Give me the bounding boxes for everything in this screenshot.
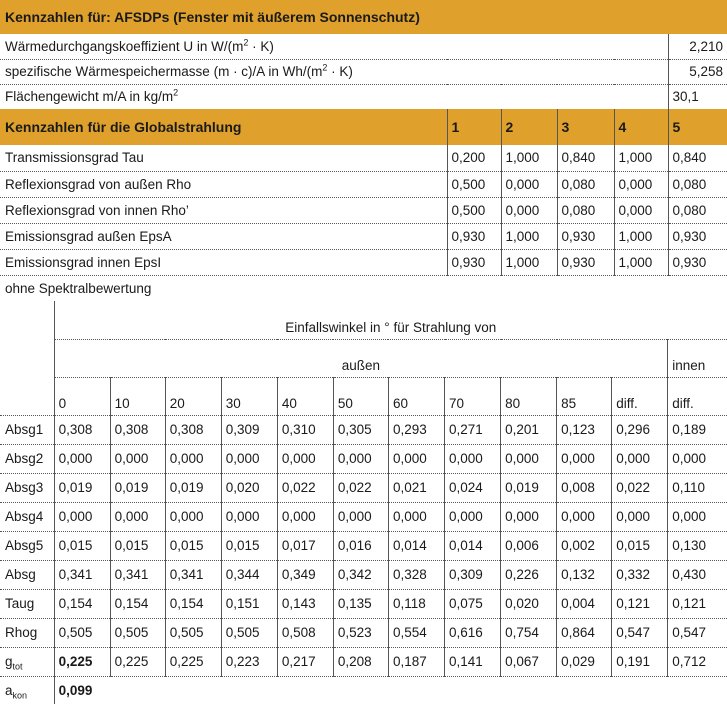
cell: 0,309 <box>221 415 277 444</box>
row-label: Taug <box>0 589 54 618</box>
cell: 0,505 <box>165 618 221 647</box>
cell: 0,000 <box>333 502 388 531</box>
cell: 0,024 <box>445 473 501 502</box>
cell: 0,154 <box>165 589 221 618</box>
row-label: Absg2 <box>0 444 54 473</box>
col-header: diff. <box>672 395 694 411</box>
cell: 0,000 <box>333 444 388 473</box>
blank-cell <box>0 301 54 339</box>
cell: 1,000 <box>501 223 557 249</box>
cell: 0,271 <box>445 415 501 444</box>
cell: 0,930 <box>447 223 501 249</box>
cell: 0,500 <box>447 171 501 197</box>
cell: 0,341 <box>54 560 110 589</box>
row-label: Absg4 <box>0 502 54 531</box>
cell: 0,930 <box>447 249 501 275</box>
table-row <box>0 589 727 618</box>
blank-cell <box>110 676 727 704</box>
cell: 0,201 <box>501 415 557 444</box>
col-header: 10 <box>110 377 165 415</box>
col-header: 60 <box>388 377 444 415</box>
cell: 0,341 <box>110 560 165 589</box>
cell: 0,022 <box>612 473 668 502</box>
cell: 0,002 <box>557 531 612 560</box>
cell: 0,505 <box>110 618 165 647</box>
angle-columns-row <box>0 377 727 415</box>
table-row <box>0 502 727 531</box>
table-row <box>0 197 727 223</box>
cell: 0,000 <box>277 502 333 531</box>
col-header: 30 <box>221 377 277 415</box>
cell: 0,000 <box>557 502 612 531</box>
col-header: 40 <box>277 377 333 415</box>
table-row <box>0 444 727 473</box>
cell: 0,754 <box>501 618 557 647</box>
cell: 0,020 <box>501 589 557 618</box>
group-outside: außen <box>54 339 668 377</box>
cell: 0,075 <box>445 589 501 618</box>
cell: 0,328 <box>388 560 444 589</box>
row-label: Absg3 <box>0 473 54 502</box>
row-label: $g_{tot}$ <box>0 647 54 676</box>
row-label: Wärmedurchgangskoeffizient U in $W/(m^2 \cdot K)$ <box>5 37 274 54</box>
table-row <box>0 145 727 171</box>
cell: 0,019 <box>165 473 221 502</box>
cell: 0,015 <box>110 531 165 560</box>
section1-header <box>0 0 727 34</box>
cell: 1,000 <box>614 223 668 249</box>
cell: 0,616 <box>445 618 501 647</box>
cell: 0,000 <box>672 509 707 524</box>
cell: 0,022 <box>333 473 388 502</box>
cell: 0,293 <box>388 415 444 444</box>
cell: 1,000 <box>614 249 668 275</box>
cell: 0,000 <box>445 444 501 473</box>
row-label: Flächengewicht m/A in $kg/m^2$ <box>5 87 179 105</box>
cell: 0,225 <box>110 647 165 676</box>
cell: 0,342 <box>333 560 388 589</box>
cell: 0,000 <box>165 502 221 531</box>
cell: 0,000 <box>672 451 707 466</box>
cell: 0,840 <box>672 150 707 166</box>
cell: 0,930 <box>672 228 707 244</box>
heat-storage-row <box>0 59 727 84</box>
cell: 0,151 <box>221 589 277 618</box>
section1-title: Kennzahlen für: AFSDPs (Fenster mit äußerem Sonnenschutz) <box>0 0 727 34</box>
footnote: ohne Spektralbewertung <box>5 280 152 296</box>
row-label: Absg5 <box>0 531 54 560</box>
angle-table <box>0 301 727 704</box>
cell: 0,000 <box>501 444 557 473</box>
row-label: Reflexionsgrad von innen Rho’ <box>0 197 447 223</box>
u-value-row <box>0 34 727 59</box>
cell: 0,000 <box>277 444 333 473</box>
cell: 0,022 <box>277 473 333 502</box>
cell: 0,547 <box>672 625 707 640</box>
cell: 0,217 <box>277 647 333 676</box>
akon-row <box>0 676 727 704</box>
cell: 0,067 <box>501 647 557 676</box>
angle-heading: Einfallswinkel in ° für Strahlung von <box>54 301 727 339</box>
cell: 0,000 <box>501 171 557 197</box>
footnote-row <box>0 275 727 301</box>
akon-label: $a_{kon}$ <box>0 676 54 704</box>
cell: 0,000 <box>614 171 668 197</box>
cell: 0,226 <box>501 560 557 589</box>
col-header: 50 <box>333 377 388 415</box>
cell: 0,000 <box>501 197 557 223</box>
cell: 0,015 <box>54 531 110 560</box>
col-header: 1 <box>447 109 501 145</box>
cell: 0,004 <box>557 589 612 618</box>
cell: 0,000 <box>612 444 668 473</box>
heat-storage-value: 5,258 <box>668 59 727 84</box>
group-inside: innen <box>668 339 727 377</box>
cell: 0,000 <box>54 444 110 473</box>
cell: 0,508 <box>277 618 333 647</box>
table-row <box>0 415 727 444</box>
cell: 0,000 <box>557 444 612 473</box>
angle-body <box>0 415 727 676</box>
cell: 0,930 <box>557 249 614 275</box>
blank-cell <box>0 377 54 415</box>
cell: 0,840 <box>557 145 614 171</box>
cell: 0,006 <box>501 531 557 560</box>
cell: 0,930 <box>557 223 614 249</box>
cell: 0,310 <box>277 415 333 444</box>
cell: 0,132 <box>557 560 612 589</box>
row-label: spezifische Wärmespeichermasse (m · c)/A in $Wh/(m^2 \cdot K)$ <box>5 62 353 79</box>
cell: 0,020 <box>221 473 277 502</box>
cell: 0,015 <box>165 531 221 560</box>
cell: 0,014 <box>388 531 444 560</box>
cell: 0,008 <box>557 473 612 502</box>
cell: 0,554 <box>388 618 444 647</box>
u-value: 2,210 <box>668 34 727 59</box>
cell: 0,000 <box>165 444 221 473</box>
col-header: 0 <box>54 377 110 415</box>
area-weight-value: 30,1 <box>668 84 727 109</box>
cell: 0,123 <box>557 415 612 444</box>
cell: 0,016 <box>333 531 388 560</box>
table-row <box>0 473 727 502</box>
table-row <box>0 618 727 647</box>
section2-title: Kennzahlen für die Globalstrahlung <box>0 109 447 145</box>
cell: 0,110 <box>672 480 706 495</box>
cell: 0,225 <box>165 647 221 676</box>
row-label: Transmissionsgrad Tau <box>0 145 447 171</box>
cell: 0,121 <box>612 589 668 618</box>
group-row <box>0 339 727 377</box>
col-header: 2 <box>501 109 557 145</box>
col-header: 70 <box>445 377 501 415</box>
cell: 0,015 <box>612 531 668 560</box>
cell: 0,080 <box>557 197 614 223</box>
akon-value: 0,099 <box>58 682 93 698</box>
cell: 0,000 <box>501 502 557 531</box>
cell: 0,225 <box>54 647 110 676</box>
area-weight-row <box>0 84 727 109</box>
kennzahlen-table <box>0 0 727 301</box>
cell: 0,141 <box>445 647 501 676</box>
cell: 1,000 <box>501 145 557 171</box>
col-header: 5 <box>668 109 727 145</box>
cell: 0,000 <box>110 502 165 531</box>
blank-cell <box>0 339 54 377</box>
cell: 0,332 <box>612 560 668 589</box>
cell: 0,309 <box>445 560 501 589</box>
cell: 0,015 <box>221 531 277 560</box>
cell: 0,000 <box>612 502 668 531</box>
cell: 0,305 <box>333 415 388 444</box>
cell: 0,000 <box>445 502 501 531</box>
cell: 0,000 <box>221 502 277 531</box>
cell: 0,349 <box>277 560 333 589</box>
cell: 0,000 <box>388 502 444 531</box>
cell: 0,505 <box>54 618 110 647</box>
cell: 0,930 <box>672 254 707 270</box>
cell: 0,308 <box>54 415 110 444</box>
cell: 0,223 <box>221 647 277 676</box>
cell: 1,000 <box>614 145 668 171</box>
cell: 0,296 <box>612 415 668 444</box>
cell: 0,019 <box>110 473 165 502</box>
row-label: Absg <box>0 560 54 589</box>
row-label: Emissionsgrad außen EpsA <box>0 223 447 249</box>
col-header: 3 <box>557 109 614 145</box>
cell: 0,080 <box>557 171 614 197</box>
table-row <box>0 560 727 589</box>
cell: 0,000 <box>110 444 165 473</box>
cell: 0,154 <box>110 589 165 618</box>
col-header: 85 <box>557 377 612 415</box>
cell: 0,014 <box>445 531 501 560</box>
cell: 0,187 <box>388 647 444 676</box>
table-row <box>0 223 727 249</box>
cell: 0,000 <box>54 502 110 531</box>
table-row <box>0 171 727 197</box>
cell: 0,712 <box>672 654 707 669</box>
cell: 0,135 <box>333 589 388 618</box>
cell: 0,308 <box>165 415 221 444</box>
cell: 0,864 <box>557 618 612 647</box>
row-label: Reflexionsgrad von außen Rho <box>0 171 447 197</box>
col-header: 20 <box>165 377 221 415</box>
cell: 0,523 <box>333 618 388 647</box>
cell: 0,000 <box>388 444 444 473</box>
cell: 0,021 <box>388 473 444 502</box>
cell: 0,121 <box>672 596 707 611</box>
cell: 0,019 <box>54 473 110 502</box>
cell: 0,189 <box>672 422 707 437</box>
cell: 0,500 <box>447 197 501 223</box>
angle-heading-row <box>0 301 727 339</box>
table-row <box>0 531 727 560</box>
cell: 0,208 <box>333 647 388 676</box>
row-label: Emissionsgrad innen EpsI <box>0 249 447 275</box>
cell: 0,154 <box>54 589 110 618</box>
section2-header <box>0 109 727 145</box>
table-row <box>0 647 727 676</box>
cell: 0,430 <box>672 567 707 582</box>
cell: 0,547 <box>612 618 668 647</box>
cell: 0,029 <box>557 647 612 676</box>
cell: 0,130 <box>672 538 707 553</box>
row-label: Absg1 <box>0 415 54 444</box>
cell: 0,000 <box>614 197 668 223</box>
col-header: diff. <box>612 377 668 415</box>
cell: 0,080 <box>672 202 707 218</box>
col-header: 4 <box>614 109 668 145</box>
cell: 0,017 <box>277 531 333 560</box>
cell: 0,191 <box>612 647 668 676</box>
cell: 0,118 <box>388 589 444 618</box>
cell: 0,341 <box>165 560 221 589</box>
cell: 0,344 <box>221 560 277 589</box>
cell: 0,000 <box>221 444 277 473</box>
cell: 1,000 <box>501 249 557 275</box>
cell: 0,019 <box>501 473 557 502</box>
row-label: Rhog <box>0 618 54 647</box>
cell: 0,143 <box>277 589 333 618</box>
cell: 0,200 <box>447 145 501 171</box>
cell: 0,505 <box>221 618 277 647</box>
cell: 0,308 <box>110 415 165 444</box>
col-header: 80 <box>501 377 557 415</box>
cell: 0,080 <box>672 176 707 192</box>
table-row <box>0 249 727 275</box>
